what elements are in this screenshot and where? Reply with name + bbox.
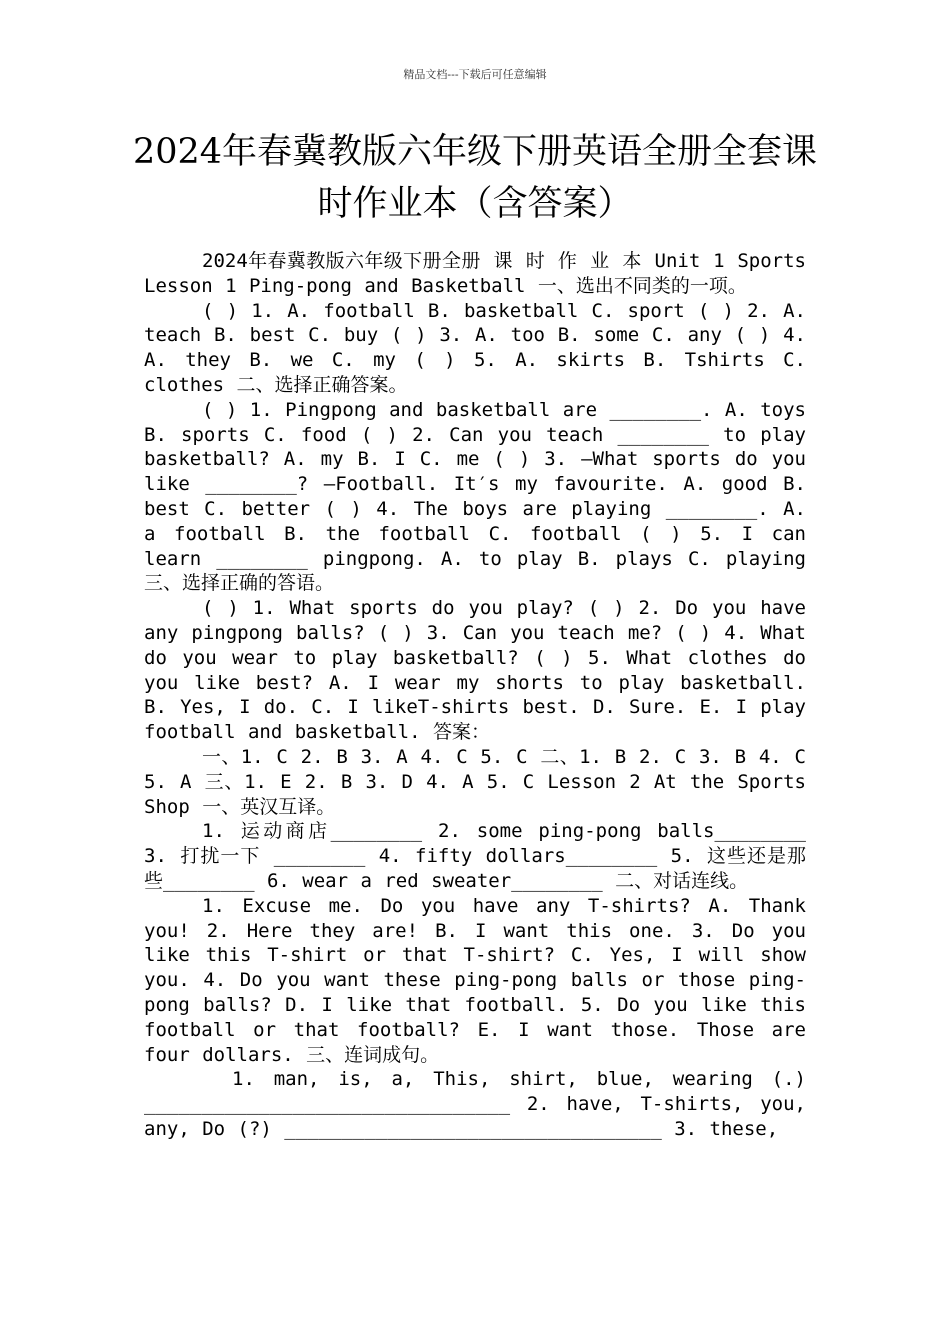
document-body	[144, 249, 806, 1142]
paragraph: ( ) 1. A. football B. basketball C. sport ( ) 2. A. teach B. best C. buy ( ) 3. A. too B. some C. any ( ) 4. A. they B. we C. my ( ) 5. A. skirts B. Tshirts C. clothes 二、选择正确答案。	[144, 299, 806, 396]
document-title: 2024年春冀教版六年级下册英语全册全套课时作业本（含答案）	[132, 132, 818, 224]
paragraph: ( ) 1. Pingpong and basketball are ________. A. toys B. sports C. food ( ) 2. Can you teach ________ to play basketball? A. my B. I C. me ( ) 3. —What sports do you like ________? —Football. It′s my favourite. A. good B. best C. better ( ) 4. The boys are playing ________. A. a football B. the football C. football ( ) 5. I can learn ________ pingpong. A. to play B. plays C. playing 三、选择正确的答语。	[144, 398, 806, 595]
header-note: 精品文档---下载后可任意编辑	[403, 68, 547, 81]
paragraph: ( ) 1. What sports do you play? ( ) 2. Do you have any pingpong balls? ( ) 3. Can you teach me? ( ) 4. What do you wear to play basketball? ( ) 5. What clothes do you like best? A. I wear my shorts to play basketball. B. Yes, I do. C. I likeT-shirts best. D. Sure. E. I play football and basketball. 答案：	[144, 597, 806, 744]
paragraph: 1. 运动商店________ 2. some ping-pong balls________ 3. 打扰一下 ________ 4. fifty dollars________ 5. 这些还是那些________ 6. wear a red sweater________ 二、对话连线。	[144, 820, 806, 892]
paragraph: 2024年春冀教版六年级下册全册 课 时 作 业 本 Unit 1 Sports Lesson 1 Ping-pong and Basketball 一、选出不同类的一项。	[144, 250, 806, 297]
paragraph: 1. man, is, a, This, shirt, blue, wearing (.) ________________________________ 2. have, T-shirts, you, any, Do (?) _________________________________ 3. these,	[144, 1068, 806, 1140]
paragraph: 1. Excuse me. Do you have any T-shirts? A. Thank you! 2. Here they are! B. I want this one. 3. Do you like this T-shirt or that T-shirt? C. Yes, I will show you. 4. Do you want these ping-pong balls or those ping-pong balls? D. I like that football. 5. Do you like this football or that football? E. I want those. Those are four dollars. 三、连词成句。	[144, 894, 806, 1066]
paragraph: 一、1. C 2. B 3. A 4. C 5. C 二、1. B 2. C 3. B 4. C 5. A 三、1. E 2. B 3. D 4. A 5. C Lesson 2 At the Sports Shop 一、英汉互译。	[144, 745, 806, 818]
